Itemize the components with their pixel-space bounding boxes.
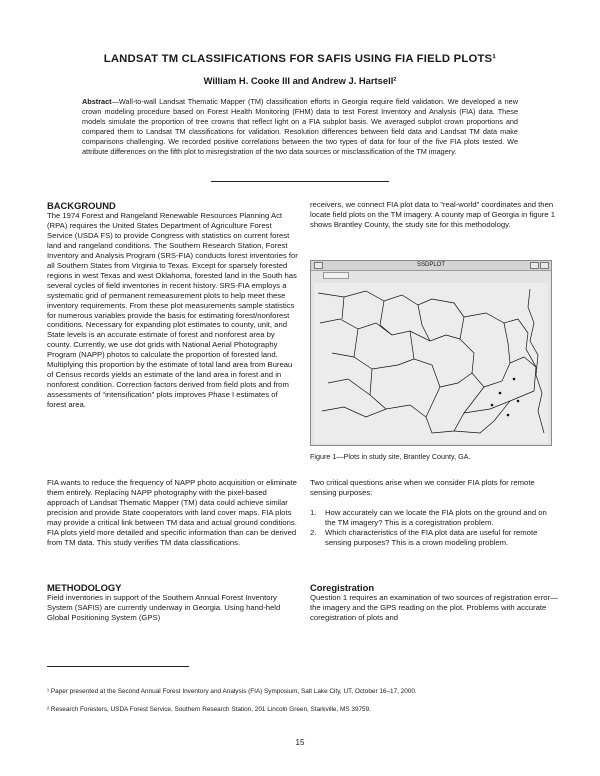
continued-paragraph: receivers, we connect FIA plot data to “real-world” coordinates and then locate field plots on the TM imagery. A county map of Georgia in figure 1 shows Brantley County, the study site for this methodology. [310,200,555,229]
figure-toolbar [311,271,551,280]
list-item-number: 2. [310,527,317,537]
figure-1-caption: Figure 1—Plots in study site, Brantley County, GA. [310,452,471,461]
questions-list [310,508,558,548]
background-paragraph-1: The 1974 Forest and Rangeland Renewable Resources Planning Act (RPA) requires the United States Department of Agriculture Forest Service (USDA FS) to provide Congress with statistics on current forest land and rangeland conditions. The Southern Research Station, Forest Inventory and Analysis Program (SRS-FIA) conducts forest inventories for all Southern States from Virginia to Texas. Except for sparsely forested regions in west Texas and west Oklahoma, forested land in the South has several cycles of field inventories in recent history. SRS-FIA employs a systematic grid of permanent remeasurement plots to help meet these inventory requirements. From these plot measurements sample statistics for numerous variables provide the basis for estimating forest/nonforest conditions. Necessary for expanding plot estimates to county, unit, and State levels is an accurate estimate of forest and nonforest area by county. Currently, we use dot grids with National Aerial Photography Program (NAPP) photos to calculate the proportion of forested land. Multiplying this proportion by the estimate of total land area from Bureau of Census records yields an estimate of the land area in forest and in nonforest condition. Correction factors derived from field plots and from assessments of “intensification” plots improves Phase I estimates of forest area. [47,211,298,410]
list-item [310,528,558,548]
footnote-1: ¹ Paper presented at the Second Annual Forest Inventory and Analysis (FIA) Symposium, Salt Lake City, UT, October 16–17, 2000. [47,688,417,695]
georgia-county-map [314,283,548,443]
window-menu-icon [314,262,323,269]
list-item-text: Which characteristics of the FIA plot data are useful for remote sensing purposes? This is a crown modeling problem. [325,527,538,547]
methodology-paragraph-1: Field inventories in support of the Southern Annual Forest Inventory System (SAFIS) are currently underway in Georgia. Using hand-held Global Positioning System (GPS) [47,593,281,622]
background-paragraph-2-block [47,478,299,548]
figure-1-window [310,260,552,446]
list-item [310,508,558,528]
footnote-2: ² Research Foresters, USDA Forest Service, Southern Research Station, 201 Lincoln Green, Starkville, MS 39759. [47,706,371,713]
figure-window-title: SSDPLOT [416,262,445,268]
toolbar-button [323,272,349,279]
plot-point [499,392,502,395]
abstract-label: Abstract [82,97,112,106]
coregistration-heading: Coregistration [310,582,375,593]
paper-title: LANDSAT TM CLASSIFICATIONS FOR SAFIS USING FIA FIELD PLOTS¹ [103,53,497,65]
footnote-rule [47,666,189,667]
methodology-heading: METHODOLOGY [47,582,122,593]
methodology-section [47,582,299,623]
background-section [47,200,299,410]
background-heading: BACKGROUND [47,200,116,211]
paper-authors: William H. Cooke III and Andrew J. Hartsell² [203,75,397,86]
section-divider [211,181,389,182]
coregistration-paragraph-1: Question 1 requires an examination of two sources of registration error—the imagery and the GPS reading on the plot. Problems with accurate coregistration of plots and [310,593,558,622]
plot-point [513,378,516,381]
questions-intro: Two critical questions arise when we consider FIA plots for remote sensing purposes: [310,478,535,497]
plot-point [507,414,510,417]
minimize-icon [530,262,539,269]
list-item-number: 1. [310,507,317,517]
abstract-text: —Wall-to-wall Landsat Thematic Mapper (TM) classification efforts in Georgia require field validation. We developed a new crown modeling procedure based on Forest Health Monitoring (FHM) data to test Forest Inventory and Analysis (FIA) data. These models simulate the proportion of tree crowns that reflect light on a FIA subplot basis. We averaged subplot crown proportions and compared them to Landsat TM classifications for validation. Resolution differences between field data and Landsat TM data make comparisons challenging. We recorded positive correlations between the two types of data for four of the five FIA plots tested. We attribute differences on the fifth plot to misregistration of the two data sources or misclassification of the TM imagery. [82,97,518,157]
background-paragraph-2: FIA wants to reduce the frequency of NAPP photo acquisition or eliminate them entirely. Replacing NAPP photography with the pixel-based approach of Landsat Thematic Mapper (TM) data could achieve similar precision and provide State cooperators with land cover maps. FIA plots may provide a critical link between TM data and actual ground conditions. FIA plots yield more detailed and specific information than can be derived from TM data. This study verifies TM data classifications. [47,478,297,547]
coregistration-section [310,582,558,623]
page-number: 15 [295,738,305,747]
maximize-icon [540,262,549,269]
plot-point [517,400,520,403]
questions-block [310,478,558,548]
plot-point [491,404,494,407]
figure-window-titlebar [311,261,551,271]
continued-text-block [310,200,558,230]
abstract [82,97,518,157]
list-item-text: How accurately can we locate the FIA plots on the ground and on the TM imagery? This is a coregistration problem. [325,507,547,527]
